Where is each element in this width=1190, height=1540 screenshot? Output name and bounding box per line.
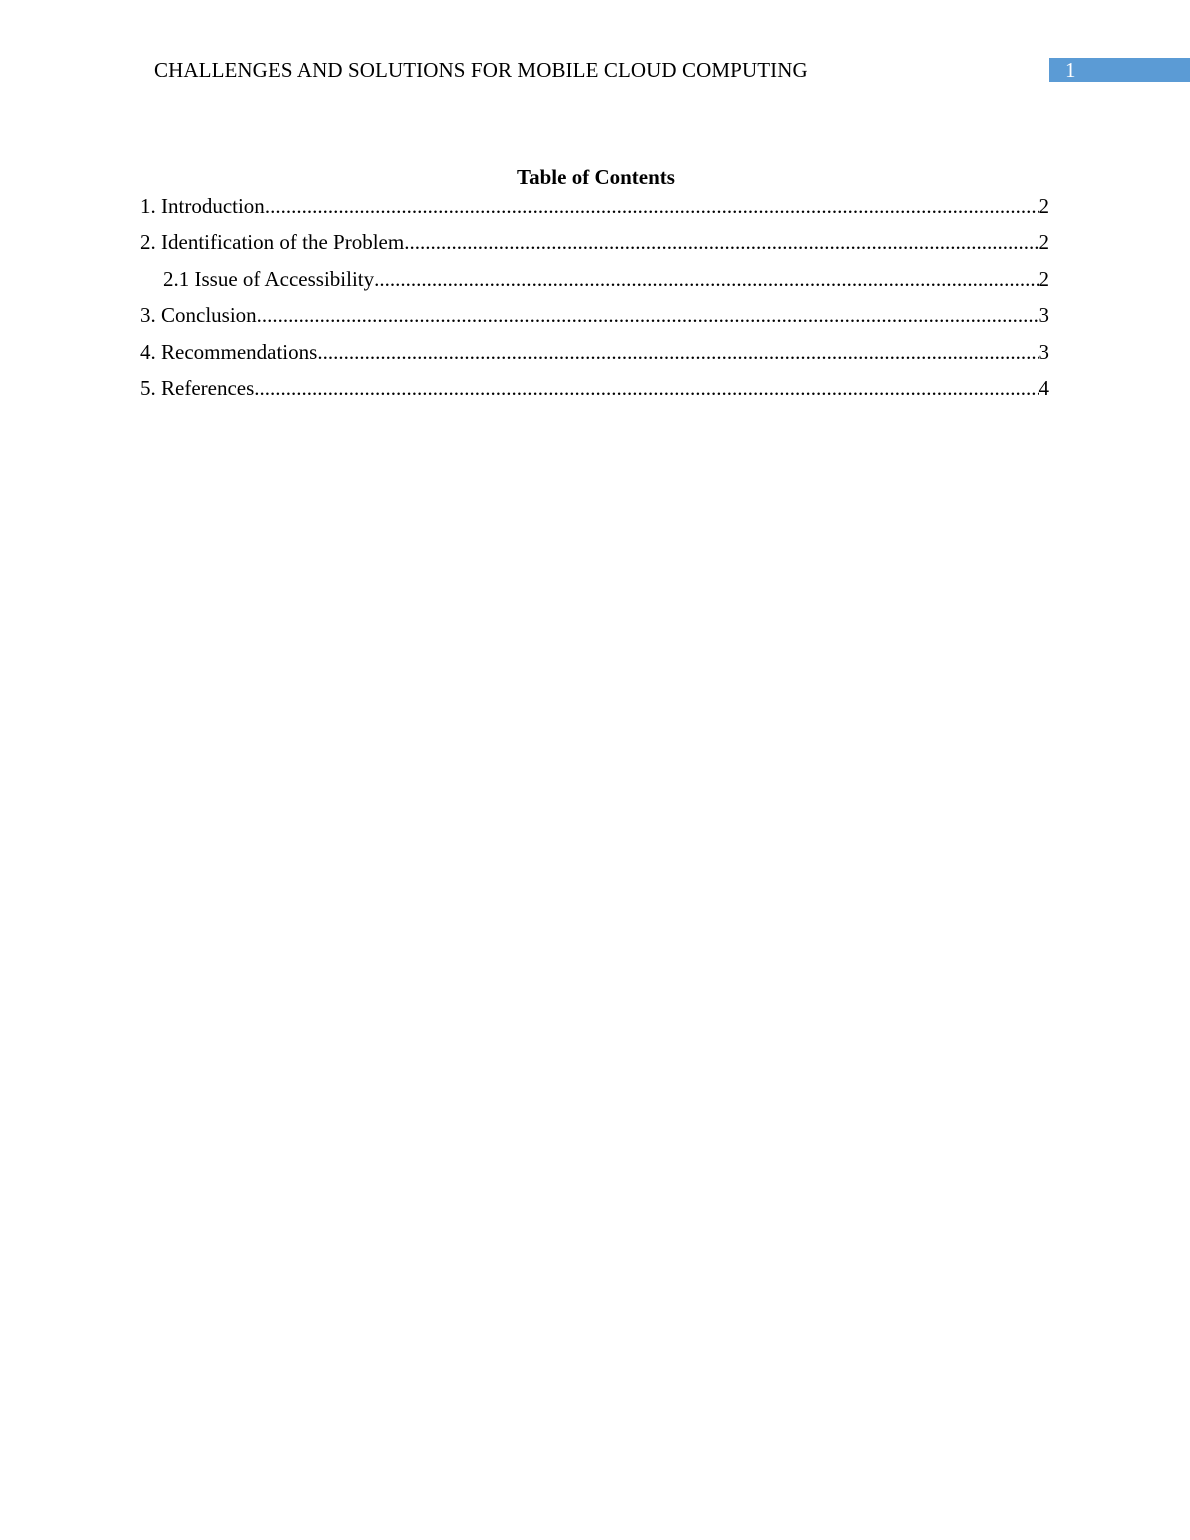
toc-entry-label: 2. Identification of the Problem	[140, 230, 405, 255]
page-number-badge	[1049, 58, 1190, 82]
toc-entry-identification-of-the-problem[interactable]	[140, 229, 1049, 265]
toc-entry-references[interactable]	[140, 375, 1049, 411]
toc-entry-page: 2	[1038, 266, 1049, 291]
toc-dot-leader	[317, 339, 1038, 366]
toc-entry-page: 2	[1038, 194, 1049, 218]
running-head-title: CHALLENGES AND SOLUTIONS FOR MOBILE CLOUD COMPUTING	[154, 58, 808, 82]
toc-entry-label: 3. Conclusion	[140, 303, 257, 328]
page-number: 1	[1065, 58, 1076, 82]
toc-entry-recommendations[interactable]	[140, 339, 1049, 375]
toc-list	[140, 193, 1049, 411]
toc-entry-conclusion[interactable]	[140, 302, 1049, 338]
toc-dot-leader	[404, 229, 1038, 256]
toc-entry-page: 3	[1038, 339, 1049, 364]
toc-entry-label: 4. Recommendations	[140, 339, 318, 364]
toc-entry-page: 4	[1038, 375, 1049, 400]
page-header	[0, 57, 1190, 83]
toc-entry-issue-of-accessibility[interactable]	[140, 266, 1049, 302]
toc-heading: Table of Contents	[517, 165, 675, 189]
toc-entry-label: 5. References	[140, 375, 255, 400]
table-of-contents	[140, 164, 1049, 411]
toc-entry-introduction[interactable]	[140, 193, 1049, 229]
toc-dot-leader	[374, 266, 1038, 293]
toc-dot-leader	[265, 193, 1039, 220]
toc-entry-label: 2.1 Issue of Accessibility	[163, 266, 375, 291]
toc-entry-label: 1. Introduction	[140, 194, 265, 218]
toc-dot-leader	[254, 375, 1038, 402]
toc-dot-leader	[257, 302, 1039, 329]
toc-entry-page: 3	[1038, 303, 1049, 328]
toc-entry-page: 2	[1038, 230, 1049, 255]
